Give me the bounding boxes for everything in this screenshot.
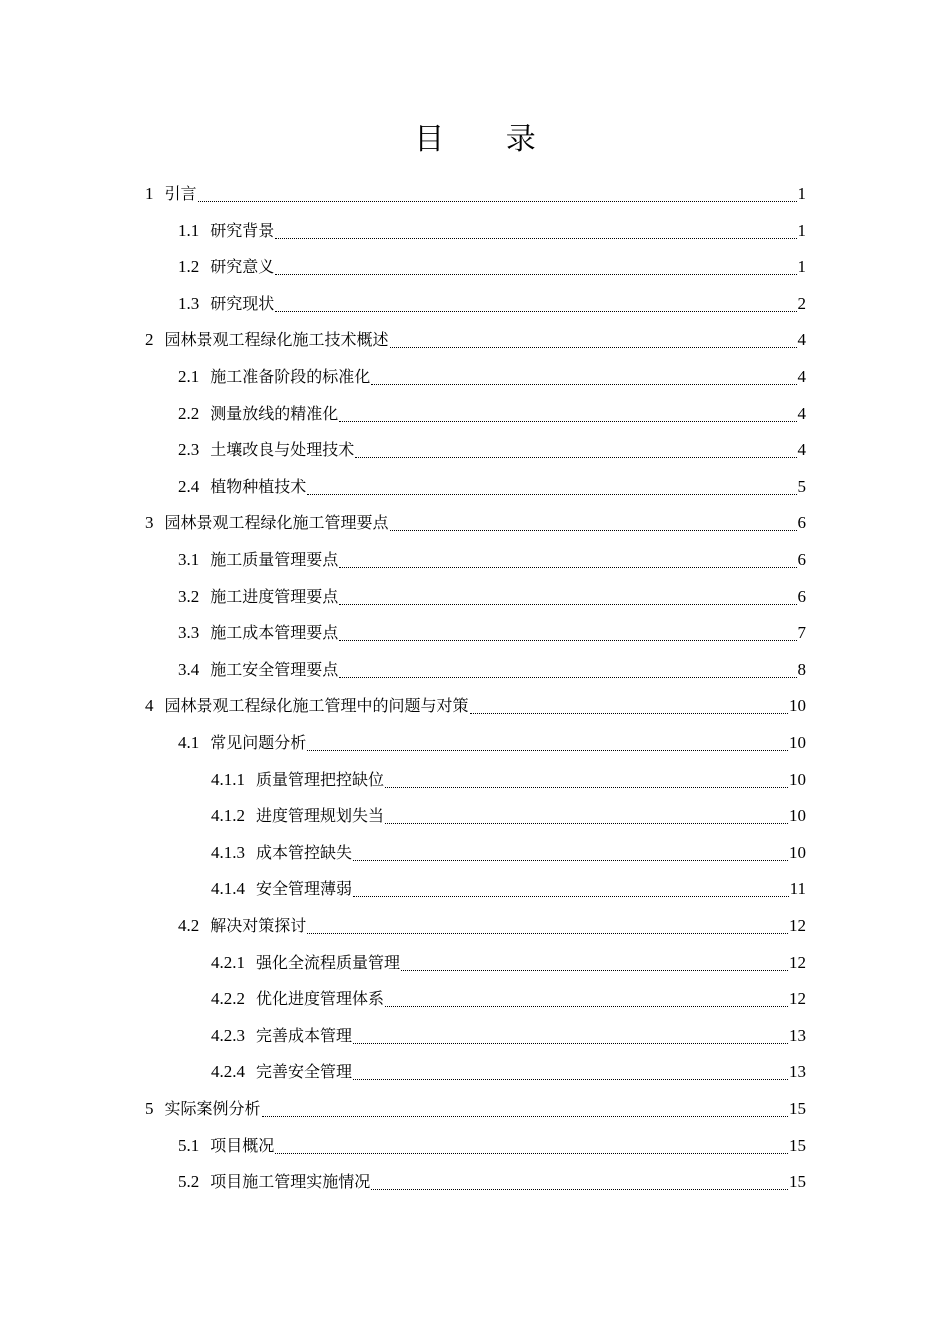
- toc-entry-label: 进度管理规划失当: [256, 806, 385, 826]
- toc-entry-page-number: 15: [789, 1135, 806, 1155]
- toc-dot-leader: [339, 652, 796, 688]
- toc-dot-leader: [401, 945, 788, 981]
- toc-entry-label: 安全管理薄弱: [256, 879, 353, 899]
- toc-dot-leader: [339, 542, 796, 578]
- toc-entry-label: 项目概况: [210, 1135, 275, 1155]
- toc-entry[interactable]: [178, 652, 806, 688]
- toc-entry[interactable]: [145, 176, 806, 212]
- toc-entry-number: 3.2: [178, 586, 200, 606]
- toc-entry[interactable]: [178, 725, 806, 761]
- toc-entry-number: 4.2.2: [211, 989, 245, 1009]
- toc-dot-leader: [371, 1164, 788, 1200]
- toc-entry[interactable]: [211, 1054, 806, 1090]
- toc-entry-label: 施工准备阶段的标准化: [210, 367, 371, 386]
- toc-entry-number: 4.2: [178, 916, 200, 935]
- toc-entry-page-number: 1: [797, 184, 806, 203]
- toc-dot-leader: [339, 396, 796, 432]
- toc-dot-leader: [275, 249, 796, 285]
- toc-dot-leader: [353, 835, 788, 871]
- toc-entry[interactable]: [178, 1128, 806, 1164]
- toc-entry[interactable]: [145, 1091, 806, 1127]
- toc-entry-label: 园林景观工程绿化施工管理中的问题与对策: [164, 696, 469, 716]
- toc-entry-number: 4.1.2: [211, 806, 245, 826]
- toc-entry[interactable]: [178, 469, 806, 505]
- toc-dot-leader: [307, 725, 788, 761]
- toc-entry-number: 4.1: [178, 733, 200, 752]
- toc-entry-number: 4.1.4: [211, 879, 245, 899]
- toc-entry-label: 常见问题分析: [210, 733, 307, 752]
- toc-entry-label: 引言: [164, 184, 197, 203]
- toc-entry[interactable]: [211, 798, 806, 834]
- toc-entry-page-number: 10: [789, 733, 806, 752]
- toc-entry-page-number: 10: [789, 842, 806, 862]
- toc-entry-label: 植物种植技术: [210, 476, 307, 496]
- toc-entry-number: 5.1: [178, 1135, 200, 1155]
- toc-entry[interactable]: [211, 1018, 806, 1054]
- toc-entry-page-number: 4: [797, 440, 806, 460]
- toc-entry-number: 1.2: [178, 257, 200, 277]
- toc-dot-leader: [385, 798, 788, 834]
- toc-entry-number: 5.2: [178, 1172, 200, 1192]
- toc-entry-page-number: 4: [797, 367, 806, 386]
- toc-dot-leader: [353, 1054, 788, 1090]
- toc-dot-leader: [307, 469, 796, 505]
- toc-dot-leader: [385, 981, 788, 1017]
- toc-dot-leader: [339, 615, 796, 651]
- toc-entry[interactable]: [178, 286, 806, 322]
- toc-entry-number: 3.3: [178, 623, 200, 643]
- toc-dot-leader: [275, 286, 796, 322]
- toc-entry-number: 1: [145, 184, 154, 203]
- toc-entry-label: 质量管理把控缺位: [256, 769, 385, 789]
- toc-title: 目 录: [414, 122, 562, 157]
- toc-entry[interactable]: [145, 505, 806, 541]
- toc-entry-label: 施工成本管理要点: [210, 623, 339, 643]
- toc-entry-label: 强化全流程质量管理: [256, 952, 401, 972]
- toc-entry[interactable]: [145, 322, 806, 358]
- toc-entry-page-number: 12: [789, 989, 806, 1009]
- toc-entry[interactable]: [178, 396, 806, 432]
- toc-dot-leader: [262, 1091, 788, 1127]
- toc-entry-page-number: 13: [789, 1025, 806, 1045]
- toc-entry-page-number: 6: [797, 550, 806, 569]
- toc-dot-leader: [275, 213, 796, 249]
- toc-entry-label: 解决对策探讨: [210, 916, 307, 935]
- toc-entry-page-number: 1: [797, 220, 806, 240]
- toc-entry[interactable]: [178, 542, 806, 578]
- toc-entry-page-number: 8: [797, 659, 806, 679]
- toc-entry-number: 1.3: [178, 293, 200, 313]
- toc-entry-label: 实际案例分析: [164, 1099, 261, 1118]
- toc-entry[interactable]: [178, 615, 806, 651]
- toc-entry-page-number: 4: [797, 403, 806, 423]
- toc-dot-leader: [198, 176, 797, 212]
- toc-entry-number: 1.1: [178, 220, 200, 240]
- toc-entry-number: 2.3: [178, 440, 200, 460]
- toc-entry-page-number: 10: [789, 769, 806, 789]
- toc-entry-label: 施工安全管理要点: [210, 659, 339, 679]
- toc-entry-label: 园林景观工程绿化施工技术概述: [164, 330, 389, 350]
- toc-dot-leader: [470, 688, 788, 724]
- toc-entry-label: 测量放线的精准化: [210, 403, 339, 423]
- toc-dot-leader: [390, 505, 797, 541]
- toc-entry-page-number: 10: [789, 806, 806, 826]
- toc-entry-label: 完善安全管理: [256, 1062, 353, 1082]
- toc-dot-leader: [385, 762, 788, 798]
- toc-dot-leader: [307, 908, 788, 944]
- toc-entry-number: 2.1: [178, 367, 200, 386]
- toc-entry[interactable]: [145, 688, 806, 724]
- toc-entry[interactable]: [211, 981, 806, 1017]
- toc-entry[interactable]: [211, 871, 806, 907]
- toc-entry-number: 4.1.3: [211, 842, 245, 862]
- toc-entry[interactable]: [211, 945, 806, 981]
- toc-entry-number: 2.4: [178, 476, 200, 496]
- toc-dot-leader: [353, 871, 789, 907]
- toc-entry-label: 土壤改良与处理技术: [210, 440, 355, 460]
- toc-entry-page-number: 13: [789, 1062, 806, 1082]
- toc-entry[interactable]: [211, 762, 806, 798]
- toc-entry-page-number: 4: [797, 330, 806, 350]
- toc-entry[interactable]: [211, 835, 806, 871]
- toc-entry-number: 4.2.1: [211, 952, 245, 972]
- toc-dot-leader: [339, 579, 796, 615]
- toc-entry[interactable]: [178, 432, 806, 468]
- toc-entry-page-number: 1: [797, 257, 806, 277]
- toc-entry-page-number: 11: [789, 879, 806, 899]
- toc-entry[interactable]: [178, 1164, 806, 1200]
- toc-entry-page-number: 15: [789, 1172, 806, 1192]
- toc-entry-label: 完善成本管理: [256, 1025, 353, 1045]
- toc-entry-label: 成本管控缺失: [256, 842, 353, 862]
- toc-entry-page-number: 2: [797, 293, 806, 313]
- toc-entry-page-number: 12: [789, 952, 806, 972]
- toc-dot-leader: [355, 432, 796, 468]
- toc-entry-label: 施工进度管理要点: [210, 586, 339, 606]
- toc-entry-label: 研究意义: [210, 257, 275, 277]
- toc-entry-number: 3: [145, 513, 154, 533]
- toc-dot-leader: [353, 1018, 788, 1054]
- toc-entry[interactable]: [178, 213, 806, 249]
- toc-entry-page-number: 6: [797, 513, 806, 533]
- toc-entry[interactable]: [178, 249, 806, 285]
- toc-entry[interactable]: [178, 359, 806, 395]
- toc-entry-number: 4.2.3: [211, 1025, 245, 1045]
- toc-entry-number: 4.2.4: [211, 1062, 245, 1082]
- toc-entry[interactable]: [178, 579, 806, 615]
- toc-dot-leader: [371, 359, 796, 395]
- toc-entry-label: 项目施工管理实施情况: [210, 1172, 371, 1192]
- toc-entry-page-number: 6: [797, 586, 806, 606]
- toc-entry-number: 2: [145, 330, 154, 350]
- toc-entry-number: 3.4: [178, 659, 200, 679]
- toc-dot-leader: [390, 322, 797, 358]
- toc-entry-label: 优化进度管理体系: [256, 989, 385, 1009]
- toc-entry-label: 施工质量管理要点: [210, 550, 339, 569]
- toc-entry-page-number: 15: [789, 1099, 806, 1118]
- toc-entry-number: 5: [145, 1099, 154, 1118]
- toc-entry[interactable]: [178, 908, 806, 944]
- toc-entry-number: 2.2: [178, 403, 200, 423]
- toc-dot-leader: [275, 1128, 788, 1164]
- toc-entry-label: 研究现状: [210, 293, 275, 313]
- toc-entry-number: 3.1: [178, 550, 200, 569]
- toc-entry-page-number: 12: [789, 916, 806, 935]
- toc-entry-label: 研究背景: [210, 220, 275, 240]
- toc-entry-label: 园林景观工程绿化施工管理要点: [164, 513, 389, 533]
- toc-entry-page-number: 10: [789, 696, 806, 716]
- toc-entry-number: 4: [145, 696, 154, 716]
- toc-entry-page-number: 5: [797, 476, 806, 496]
- toc-entry-page-number: 7: [797, 623, 806, 643]
- toc-entry-number: 4.1.1: [211, 769, 245, 789]
